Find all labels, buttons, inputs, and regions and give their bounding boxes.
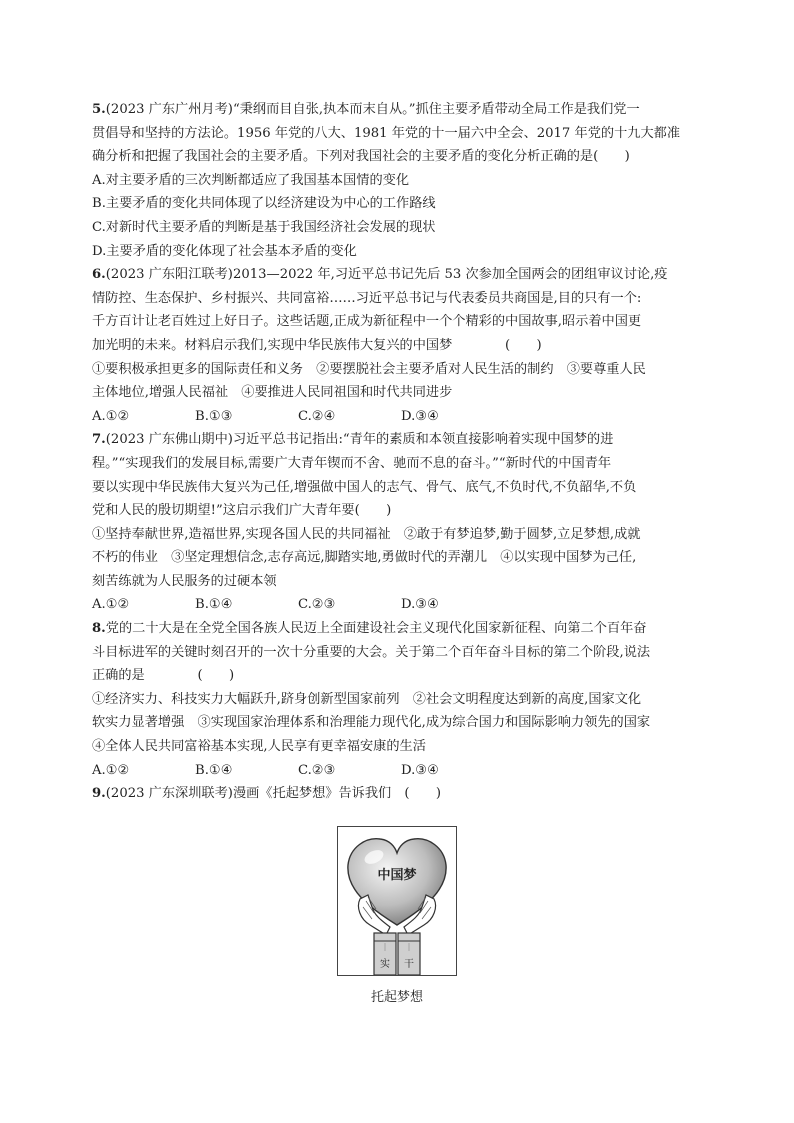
question-7 (92, 428, 702, 617)
question-7-statement-line-1: ①坚持奉献世界,造福世界,实现各国人民的共同福祉 ②敢于有梦追梦,勤于圆梦,立足梦想,成就 (92, 526, 641, 542)
choice-a[interactable]: A.①② (92, 408, 130, 424)
question-8-statement-line-2: 软实力显著增强 ③实现国家治理体系和治理能力现代化,成为综合国力和国际影响力领先的国家 (92, 715, 651, 731)
question-7-statement-line-3: 刻苦练就为人民服务的过硬本领 (92, 573, 277, 589)
question-8 (92, 617, 702, 782)
sleeve-label-left: 实 (380, 959, 390, 970)
choice-a[interactable]: A.①② (92, 597, 130, 613)
question-number: 6. (92, 267, 106, 283)
question-6-statement-line-1: ①要积极承担更多的国际责任和义务 ②要摆脱社会主要矛盾对人民生活的制约 ③要尊重人民 (92, 361, 646, 377)
question-7-stem-line-3: 要以实现中华民族伟大复兴为己任,增强做中国人的志气、骨气、底气,不负时代,不负韶华,不负 (92, 479, 637, 495)
question-8-statement-line-3: ④全体人民共同富裕基本实现,人民享有更幸福安康的生活 (92, 739, 426, 755)
question-7-stem-line-4: 党和人民的殷切期望!”这启示我们广大青年要( ) (92, 503, 392, 519)
question-6 (92, 263, 702, 428)
choice-d[interactable]: D.③④ (401, 408, 439, 424)
sleeve-label-right: 干 (404, 959, 414, 970)
question-7-stem-line-2: 程。”“实现我们的发展目标,需要广大青年锲而不舍、驰而不息的奋斗。”“新时代的中国青年 (92, 455, 612, 471)
question-5-stem-line-2: 贯倡导和坚持的方法论。1956 年党的八大、1981 年党的十一届六中全会、2017 年党的十九大都准 (92, 125, 681, 141)
question-7-choices (92, 593, 702, 617)
choice-a[interactable]: A.①② (92, 762, 130, 778)
question-number: 9. (92, 786, 106, 802)
question-8-stem-line-3: 正确的是 ( ) (92, 668, 235, 684)
question-6-stem-line-4: 加光明的未来。材料启示我们,实现中华民族伟大复兴的中国梦 ( ) (92, 337, 542, 353)
question-5-option-a[interactable]: A.对主要矛盾的三次判断都适应了我国基本国情的变化 (92, 172, 410, 188)
question-5 (92, 98, 702, 263)
question-7-statement-line-2: 不朽的伟业 ③坚定理想信念,志存高远,脚踏实地,勇做时代的弄潮儿 ④以实现中国梦为己任, (92, 550, 637, 566)
question-6-stem-line-3: 千方百计让老百姓过上好日子。这些话题,正成为新征程中一个个精彩的中国故事,昭示着中国更 (92, 314, 642, 330)
question-6-choices (92, 405, 702, 429)
question-5-stem-line-1: 5.(2023 广东广州月考)“秉纲而目自张,执本而末自从。”抓住主要矛盾带动全局工作是我们党一 (92, 102, 640, 117)
question-5-stem-line-3: 确分析和把握了我国社会的主要矛盾。下列对我国社会的主要矛盾的变化分析正确的是( ) (92, 149, 630, 165)
cartoon-illustration (338, 827, 456, 975)
question-9-stem-line-1: 9.(2023 广东深圳联考)漫画《托起梦想》告诉我们 ( ) (92, 786, 442, 802)
choice-b[interactable]: B.①④ (195, 597, 233, 613)
question-page (92, 98, 702, 806)
question-5-option-c[interactable]: C.对新时代主要矛盾的判断是基于我国经济社会发展的现状 (92, 219, 436, 235)
question-8-stem-line-1: 8.党的二十大是在全党全国各族人民迈上全面建设社会主义现代化国家新征程、向第二个百年奋 (92, 621, 647, 637)
choice-d[interactable]: D.③④ (401, 762, 439, 778)
question-number: 5. (92, 102, 106, 117)
question-6-statement-line-2: 主体地位,增强人民福祉 ④要推进人民同祖国和时代共同进步 (92, 385, 453, 401)
question-7-stem-line-1: 7.(2023 广东佛山期中)习近平总书记指出:“青年的素质和本领直接影响着实现中国梦的进 (92, 432, 614, 448)
choice-d[interactable]: D.③④ (401, 597, 439, 613)
question-number: 7. (92, 432, 106, 448)
cartoon-caption: 托起梦想 (370, 990, 423, 1005)
question-5-option-b[interactable]: B.主要矛盾的变化共同体现了以经济建设为中心的工作路线 (92, 196, 436, 212)
question-6-stem-line-1: 6.(2023 广东阳江联考)2013—2022 年,习近平总书记先后 53 次参加全国两会的团组审议讨论,疫 (92, 267, 668, 283)
question-number: 8. (92, 621, 106, 637)
question-6-stem-line-2: 情防控、生态保护、乡村振兴、共同富裕……习近平总书记与代表委员共商国是,目的只有一个: (92, 290, 642, 306)
question-5-option-d[interactable]: D.主要矛盾的变化体现了社会基本矛盾的变化 (92, 243, 357, 259)
question-8-stem-line-2: 斗目标进军的关键时刻召开的一次十分重要的大会。关于第二个百年奋斗目标的第二个阶段,说法 (92, 644, 651, 660)
question-8-choices (92, 759, 702, 783)
choice-b[interactable]: B.①③ (195, 408, 233, 424)
choice-c[interactable]: C.②④ (298, 408, 336, 424)
question-8-statement-line-1: ①经济实力、科技实力大幅跃升,跻身创新型国家前列 ②社会文明程度达到新的高度,国家文化 (92, 691, 642, 707)
question-9 (92, 782, 702, 806)
choice-c[interactable]: C.②③ (298, 597, 336, 613)
choice-b[interactable]: B.①④ (195, 762, 233, 778)
heart-label: 中国梦 (377, 868, 417, 883)
choice-c[interactable]: C.②③ (298, 762, 336, 778)
cartoon-figure (337, 826, 457, 976)
